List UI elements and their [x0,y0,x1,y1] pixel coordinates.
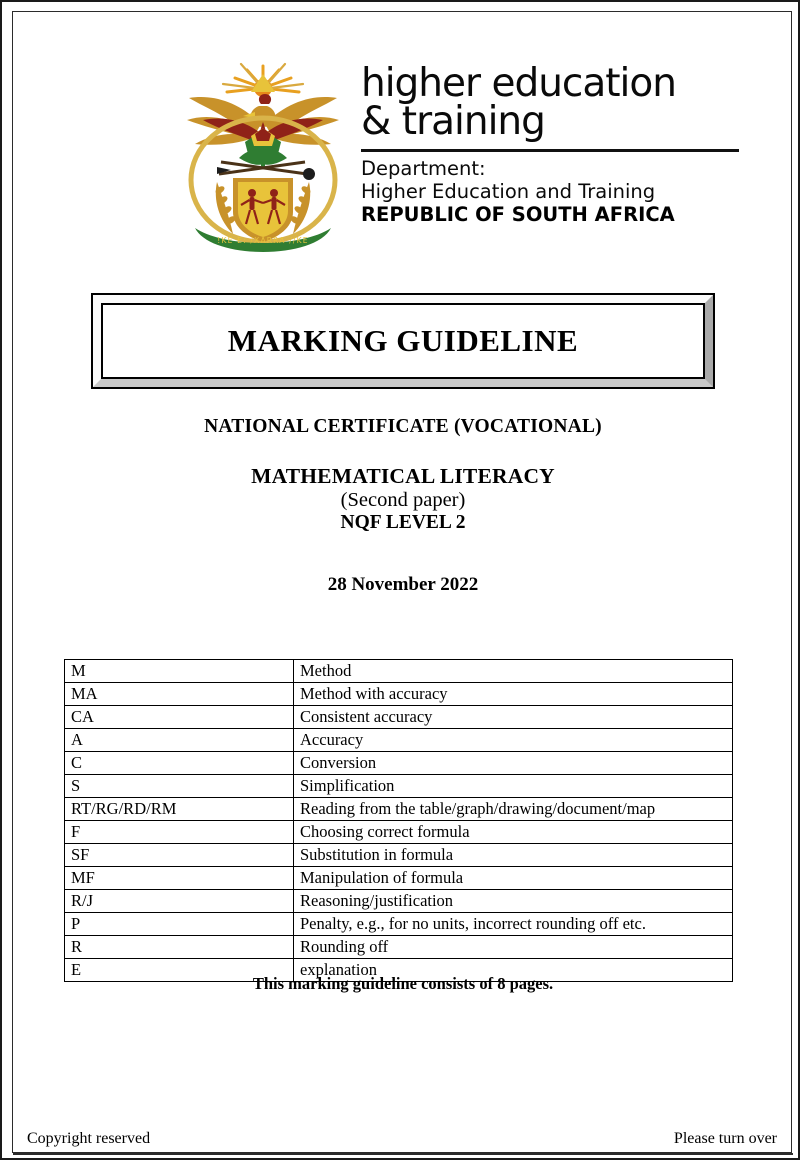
table-row [65,660,733,683]
title-box-inner [103,305,703,377]
code-cell: RT/RG/RD/RM [65,798,294,821]
meaning-cell: Method [294,660,733,683]
page-border-inner [12,11,792,1153]
table-row [65,913,733,936]
logo-line-2: & training [361,99,545,144]
subject-name: MATHEMATICAL LITERACY [251,464,555,488]
table-row [65,936,733,959]
logo-divider [361,149,739,152]
meaning-cell: Rounding off [294,936,733,959]
code-cell: S [65,775,294,798]
page-count-note: This marking guideline consists of 8 pages. [252,974,554,993]
code-cell: C [65,752,294,775]
code-cell: CA [65,706,294,729]
table-row [65,867,733,890]
logo-wordmark [361,61,741,226]
page-title: MARKING GUIDELINE [227,323,579,358]
code-cell: P [65,913,294,936]
south-african-coat-of-arms-icon [173,62,353,252]
meaning-cell: Manipulation of formula [294,867,733,890]
department-label: Department: [361,157,486,180]
marking-guideline-title-box [91,293,715,389]
exam-headings [13,416,793,596]
meaning-cell: Accuracy [294,729,733,752]
page-footer [13,1130,793,1154]
table-row [65,752,733,775]
svg-text:!KE E: /XARRA //KE: !KE E: /XARRA //KE [217,236,309,245]
table-row [65,683,733,706]
footer-divider [13,1153,793,1155]
meaning-cell: explanation [294,959,733,982]
copyright-notice: Copyright reserved [27,1130,151,1147]
code-cell: R/J [65,890,294,913]
marking-codes-body [65,660,733,982]
meaning-cell: Reading from the table/graph/drawing/document/map [294,798,733,821]
code-cell: SF [65,844,294,867]
table-row [65,821,733,844]
certificate-name: NATIONAL CERTIFICATE (VOCATIONAL) [204,416,602,437]
country-name: REPUBLIC OF SOUTH AFRICA [361,203,675,226]
table-row [65,890,733,913]
table-row [65,798,733,821]
meaning-cell: Conversion [294,752,733,775]
marking-codes-table [64,659,733,982]
code-cell: M [65,660,294,683]
meaning-cell: Penalty, e.g., for no units, incorrect rounding off etc. [294,913,733,936]
meaning-cell: Method with accuracy [294,683,733,706]
paper-number: (Second paper) [340,489,466,511]
code-cell: E [65,959,294,982]
letterhead [13,50,793,265]
table-row [65,844,733,867]
meaning-cell: Simplification [294,775,733,798]
table-row [65,775,733,798]
code-cell: R [65,936,294,959]
code-cell: A [65,729,294,752]
code-cell: F [65,821,294,844]
table-row [65,706,733,729]
nqf-level: NQF LEVEL 2 [340,512,466,533]
table-row [65,729,733,752]
meaning-cell: Reasoning/justification [294,890,733,913]
code-cell: MA [65,683,294,706]
exam-date: 28 November 2022 [327,574,479,595]
code-cell: MF [65,867,294,890]
turn-over-notice: Please turn over [673,1130,777,1147]
meaning-cell: Consistent accuracy [294,706,733,729]
meaning-cell: Substitution in formula [294,844,733,867]
department-name: Higher Education and Training [361,180,656,203]
meaning-cell: Choosing correct formula [294,821,733,844]
logo-line-1: higher education [361,61,676,106]
